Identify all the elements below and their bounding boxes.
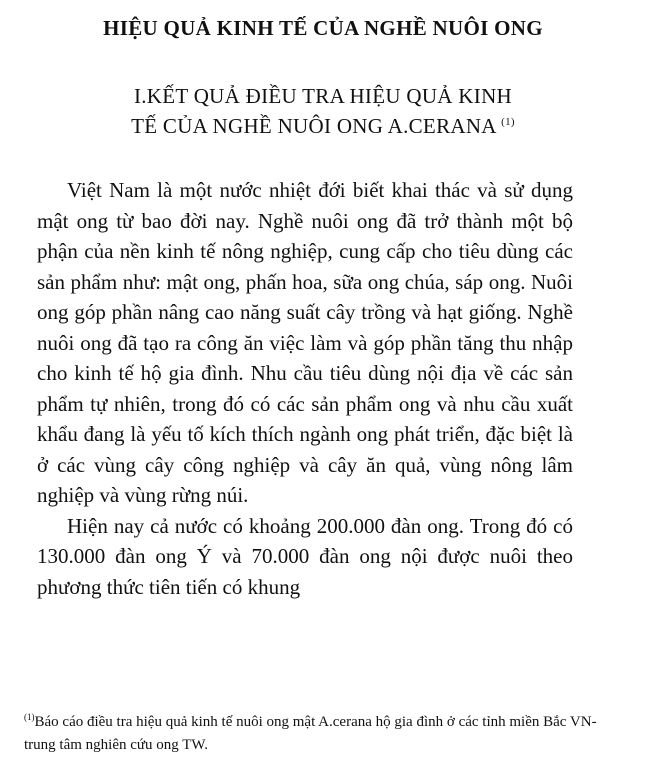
section-heading-text-1: I.KẾT QUẢ ĐIỀU TRA HIỆU QUẢ KINH <box>133 84 513 108</box>
paragraph-2: Hiện nay cả nước có khoảng 200.000 đàn ong. Trong đó có 130.000 đàn ong Ý và 70.000 đàn ong nội được nuôi theo phương thức tiên tiến có khung <box>37 513 573 599</box>
section-heading-line-1 <box>0 84 646 109</box>
footnote <box>24 706 604 757</box>
page-title: HIỆU QUẢ KINH TẾ CỦA NGHỀ NUÔI ONG <box>103 16 543 40</box>
paragraph-1: Việt Nam là một nước nhiệt đới biết khai thác và sử dụng mật ong từ bao đời nay. Nghề nuôi ong đã trở thành một bộ phận của nền kinh tế nông nghiệp, cung cấp cho tiêu dùng các sản phẩm như: mật ong, phấn hoa, sữa ong chúa, sáp ong. Nuôi ong góp phần nâng cao năng suất cây trồng và hạt giống. Nghề nuôi ong đã tạo ra công ăn việc làm và góp phần tăng thu nhập cho kinh tế hộ gia đình. Nhu cầu tiêu dùng nội địa về các sản phẩm tự nhiên, trong đó có các sản phẩm ong và nhu cầu xuất khẩu đang là yếu tố kích thích ngành ong phát triển, đặc biệt là ở các vùng cây công nghiệp và cây ăn quả, vùng nông lâm nghiệp và vùng rừng núi. <box>37 178 573 507</box>
body-text <box>37 175 573 602</box>
footnote-mark: (1) <box>24 712 35 722</box>
footnote-reference-mark: (1) <box>501 116 515 128</box>
section-heading-line-2 <box>0 114 646 139</box>
section-heading-text-2: TẾ CỦA NGHỀ NUÔI ONG A.CERANA <box>131 114 496 138</box>
footnote-text: Báo cáo điều tra hiệu quả kinh tế nuôi ong mật A.cerana hộ gia đình ở các tỉnh miền Bắc VN-trung tâm nghiên cứu ong TW. <box>24 714 597 753</box>
